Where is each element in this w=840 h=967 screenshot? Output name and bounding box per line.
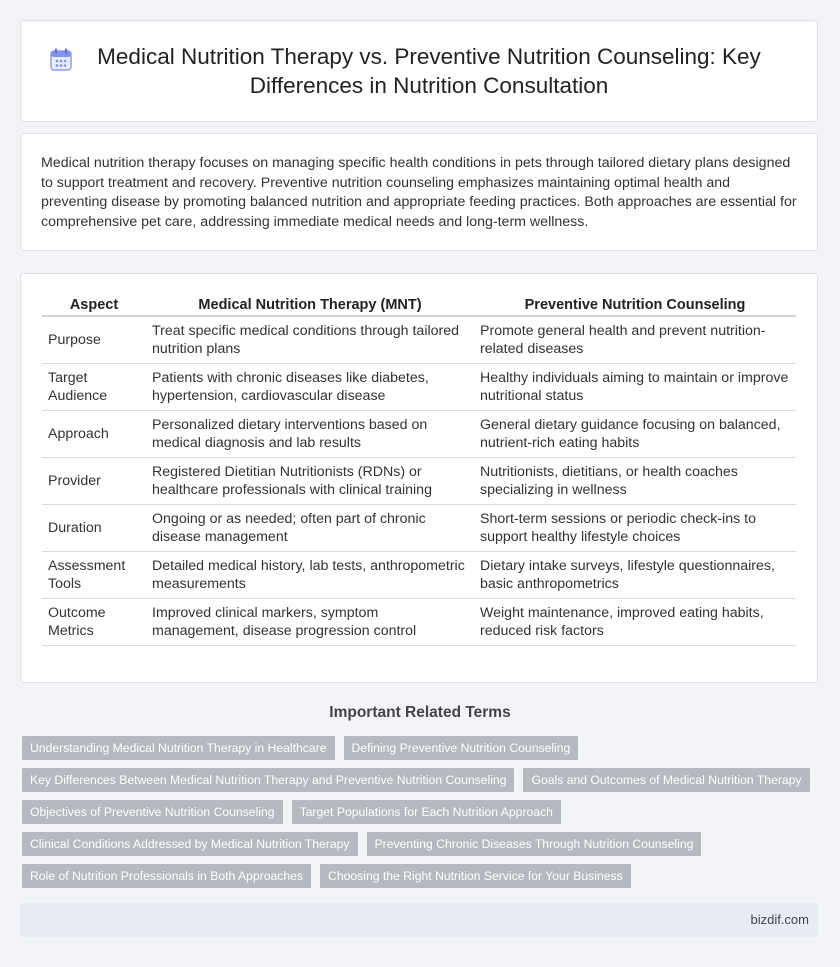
cell-preventive: Weight maintenance, improved eating habits, reduced risk factors: [474, 599, 796, 646]
tag-row: [22, 864, 822, 888]
related-term-tag[interactable]: Clinical Conditions Addressed by Medical Nutrition Therapy: [22, 832, 358, 856]
related-term-tag[interactable]: Defining Preventive Nutrition Counseling: [344, 736, 579, 760]
related-term-tag[interactable]: Choosing the Right Nutrition Service for Your Business: [320, 864, 631, 888]
related-term-tag[interactable]: Understanding Medical Nutrition Therapy in Healthcare: [22, 736, 335, 760]
cell-aspect: Assessment Tools: [42, 552, 146, 599]
table-row: [42, 364, 796, 411]
table-row: [42, 411, 796, 458]
cell-mnt: Improved clinical markers, symptom management, disease progression control: [146, 599, 474, 646]
tag-row: [22, 736, 822, 760]
cell-mnt: Treat specific medical conditions through tailored nutrition plans: [146, 316, 474, 364]
cell-preventive: Short-term sessions or periodic check-ins to support healthy lifestyle choices: [474, 505, 796, 552]
cell-aspect: Provider: [42, 458, 146, 505]
footer: [20, 903, 818, 937]
cell-aspect: Purpose: [42, 316, 146, 364]
tag-row: [22, 800, 822, 824]
cell-mnt: Detailed medical history, lab tests, anthropometric measurements: [146, 552, 474, 599]
intro-text: Medical nutrition therapy focuses on managing specific health conditions in pets through tailored dietary plans designed to support treatment and recovery. Preventive nutrition counseling emphasizes maintaining optimal health and preventing disease by promoting balanced nutrition and appropriate feeding practices. Both approaches are essential for comprehensive pet care, addressing immediate medical needs and long-term wellness.: [41, 155, 797, 230]
table-header-row: [42, 294, 796, 316]
cell-preventive: Promote general health and prevent nutrition-related diseases: [474, 316, 796, 364]
cell-mnt: Personalized dietary interventions based on medical diagnosis and lab results: [146, 411, 474, 458]
cell-aspect: Approach: [42, 411, 146, 458]
header-mnt: Medical Nutrition Therapy (MNT): [146, 294, 474, 316]
table-row: [42, 458, 796, 505]
related-term-tag[interactable]: Goals and Outcomes of Medical Nutrition Therapy: [523, 768, 809, 792]
table-row: [42, 599, 796, 646]
related-term-tag[interactable]: Preventing Chronic Diseases Through Nutrition Counseling: [367, 832, 702, 856]
cell-preventive: Dietary intake surveys, lifestyle questionnaires, basic anthropometrics: [474, 552, 796, 599]
table-row: [42, 505, 796, 552]
page-title: Medical Nutrition Therapy vs. Preventive Nutrition Counseling: Key Differences in Nutrition Consultation: [97, 44, 761, 98]
related-term-tag[interactable]: Key Differences Between Medical Nutrition Therapy and Preventive Nutrition Counseling: [22, 768, 514, 792]
cell-mnt: Registered Dietitian Nutritionists (RDNs) or healthcare professionals with clinical training: [146, 458, 474, 505]
tag-row: [22, 832, 822, 856]
header-aspect: Aspect: [42, 294, 146, 316]
table-row: [42, 552, 796, 599]
cell-preventive: General dietary guidance focusing on balanced, nutrient-rich eating habits: [474, 411, 796, 458]
intro-card: [20, 133, 818, 251]
header-card: [20, 20, 818, 122]
table-row: [42, 316, 796, 364]
cell-mnt: Patients with chronic diseases like diabetes, hypertension, cardiovascular disease: [146, 364, 474, 411]
cell-aspect: Outcome Metrics: [42, 599, 146, 646]
cell-preventive: Healthy individuals aiming to maintain or improve nutritional status: [474, 364, 796, 411]
related-term-tag[interactable]: Target Populations for Each Nutrition Approach: [292, 800, 561, 824]
cell-preventive: Nutritionists, dietitians, or health coaches specializing in wellness: [474, 458, 796, 505]
calendar-icon: [48, 47, 74, 73]
footer-brand[interactable]: bizdif.com: [750, 912, 809, 927]
related-terms-title: Important Related Terms: [329, 704, 511, 721]
comparison-card: [20, 273, 818, 683]
tag-row: [22, 768, 822, 792]
related-term-tag[interactable]: Objectives of Preventive Nutrition Counseling: [22, 800, 283, 824]
header-preventive: Preventive Nutrition Counseling: [474, 294, 796, 316]
related-terms: [22, 736, 822, 896]
cell-mnt: Ongoing or as needed; often part of chronic disease management: [146, 505, 474, 552]
comparison-table: [42, 294, 796, 646]
cell-aspect: Duration: [42, 505, 146, 552]
cell-aspect: Target Audience: [42, 364, 146, 411]
related-term-tag[interactable]: Role of Nutrition Professionals in Both Approaches: [22, 864, 311, 888]
